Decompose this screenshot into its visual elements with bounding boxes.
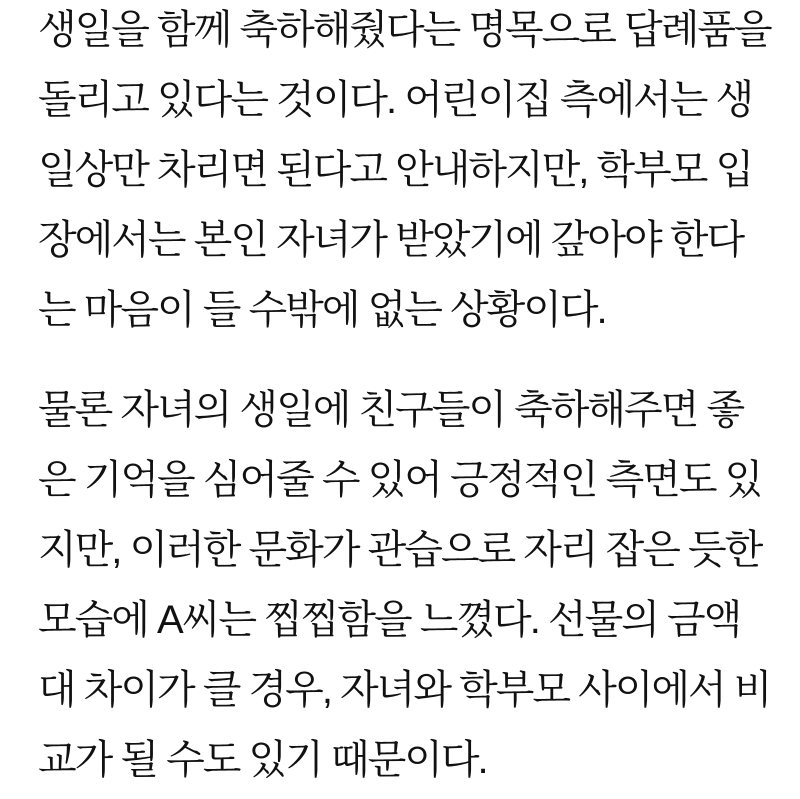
paragraph-2: [38, 375, 770, 795]
text-line: 물론 자녀의 생일에 친구들이 축하해주면 좋: [38, 388, 744, 432]
text-line: 은 기억을 심어줄 수 있어 긍정적인 측면도 있: [38, 458, 762, 502]
text-line: 모습에 A씨는 찝찝함을 느꼈다. 선물의 금액: [38, 598, 741, 642]
text-line: 는 마음이 들 수밖에 없는 상황이다.: [38, 288, 606, 332]
text-line: 대 차이가 클 경우, 자녀와 학부모 사이에서 비: [38, 668, 771, 712]
text-line: 지만, 이러한 문화가 관습으로 자리 잡은 듯한: [38, 528, 762, 572]
text-line: 일상만 차리면 된다고 안내하지만, 학부모 입: [38, 148, 753, 192]
text-line: 장에서는 본인 자녀가 받았기에 갚아야 한다: [38, 218, 744, 262]
text-line: 돌리고 있다는 것이다. 어린이집 측에서는 생: [38, 78, 753, 122]
paragraph-1: [38, 0, 770, 345]
text-line: 생일을 함께 축하해줬다는 명목으로 답례품을: [38, 8, 771, 52]
text-line: 교가 될 수도 있기 때문이다.: [38, 738, 487, 782]
